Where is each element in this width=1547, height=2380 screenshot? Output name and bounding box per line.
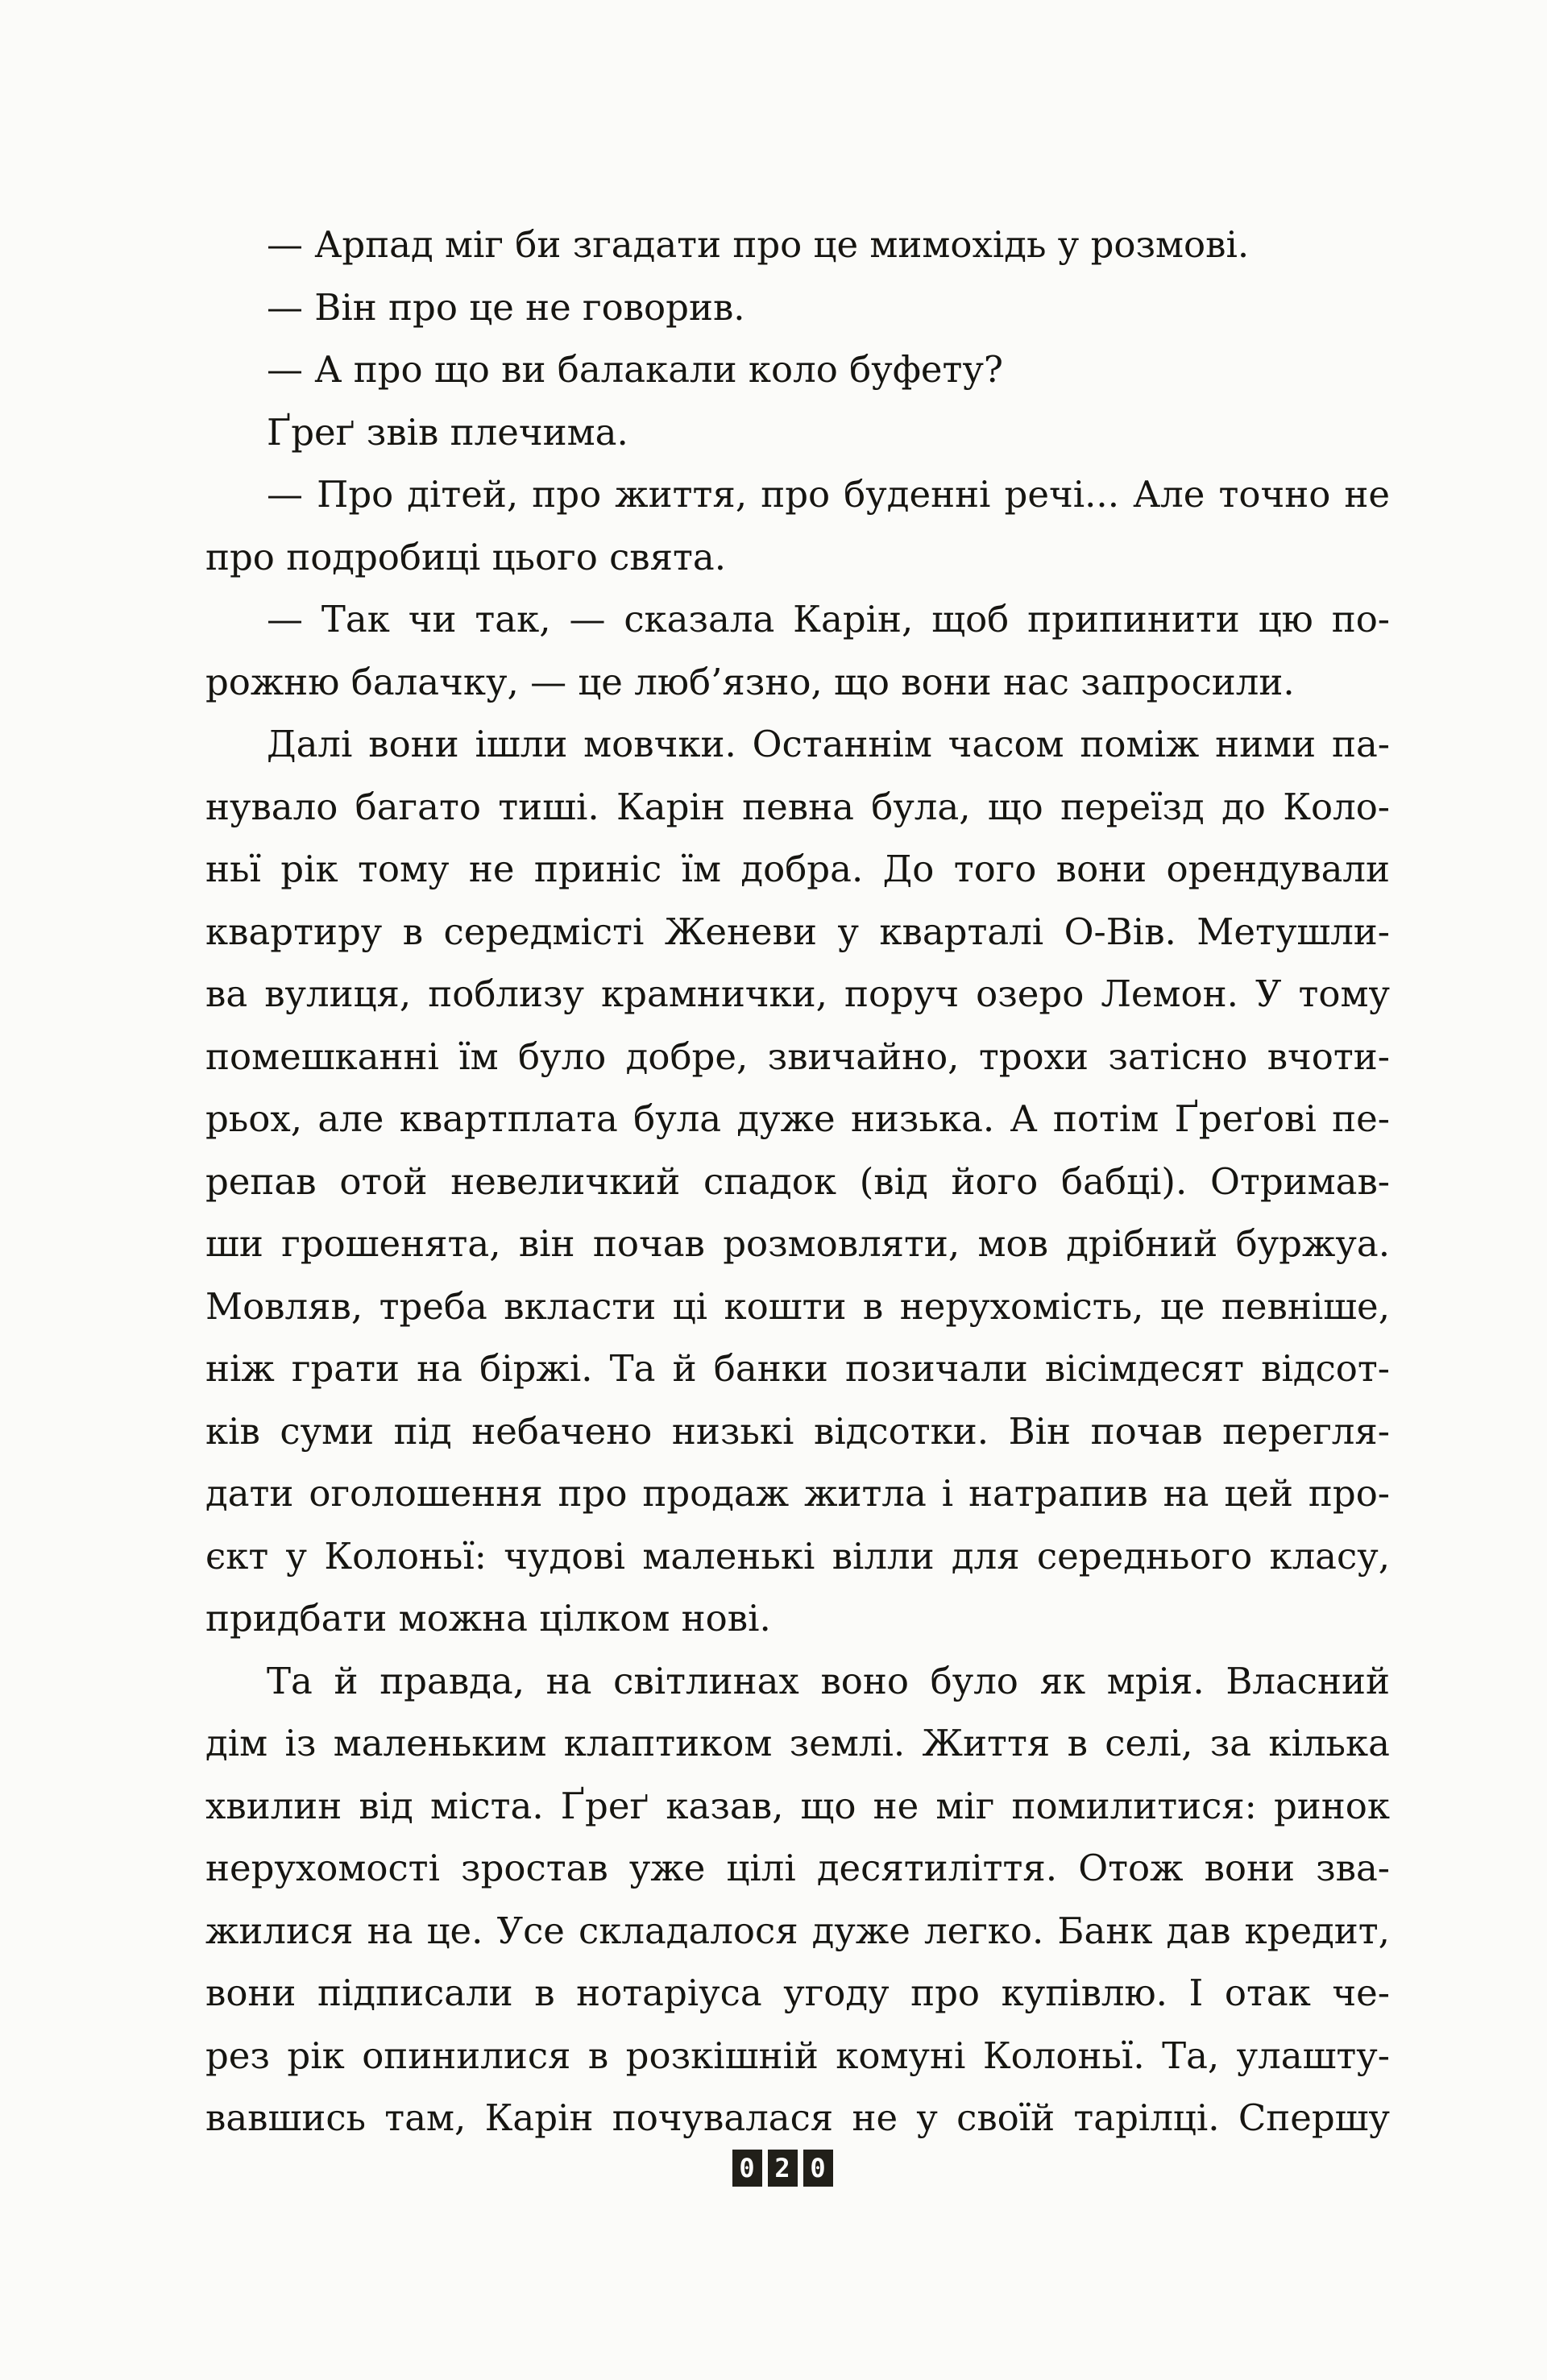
text-line: хвилин від міста. Ґреґ казав, що не міг помилитися: ринок: [205, 1784, 1390, 1827]
text-line: дати оголошення про продаж житла і натрапив на цей про-: [205, 1472, 1390, 1515]
text-block: [205, 214, 1390, 2150]
text-line: — Він про це не говорив.: [267, 285, 745, 329]
text-line: вони підписали в нотаріуса угоду про купівлю. І отак че-: [205, 1972, 1390, 2014]
text-line: репав отой невеличкий спадок (від його бабці). Отримав-: [205, 1159, 1390, 1203]
text-line: ва вулиця, поблизу крамнички, поруч озеро Лемон. У тому: [205, 972, 1390, 1015]
page-number: [9, 2150, 1547, 2187]
text-line: рьох, але квартплата була дуже низька. А потім Ґреґові пе-: [205, 1097, 1390, 1140]
text-line: ків суми під небачено низькі відсотки. Він почав перегля-: [205, 1409, 1390, 1453]
text-line: помешканні їм було добре, звичайно, трохи затісно вчоти-: [205, 1035, 1390, 1078]
text-line: Та й правда, на світлинах воно було як мрія. Власний: [267, 1659, 1390, 1702]
text-line: ши грошенята, він почав розмовляти, мов дрібний буржуа.: [205, 1222, 1390, 1265]
page-number-digit: 2: [768, 2150, 798, 2187]
text-line: рожню балачку, — це люб’язно, що вони нас запросили.: [205, 660, 1295, 703]
text-line: — А про що ви балакали коло буфету?: [267, 348, 1004, 391]
page-number-digit: 0: [732, 2150, 762, 2187]
text-line: ньї рік тому не приніс їм добра. До того вони орендували: [205, 848, 1390, 890]
text-line: — Так чи так, — сказала Карін, щоб припинити цю по-: [267, 598, 1390, 641]
text-line: дім із маленьким клаптиком землі. Життя в селі, за кілька: [205, 1722, 1390, 1764]
text-line: квартиру в середмісті Женеви у кварталі О-Вів. Метушли-: [205, 910, 1390, 953]
page-number-digit: 0: [803, 2150, 833, 2187]
text-line: нерухомості зростав уже цілі десятиліття. Отож вони зва-: [205, 1847, 1390, 1889]
text-line: жилися на це. Усе складалося дуже легко. Банк дав кредит,: [205, 1909, 1390, 1952]
text-line: про подробиці цього свята.: [205, 535, 727, 578]
text-line: нувало багато тиші. Карін певна була, що переїзд до Коло-: [205, 785, 1390, 828]
text-line: — Про дітей, про життя, про буденні речі... Але точно не: [267, 473, 1390, 516]
text-line: вавшись там, Карін почувалася не у своїй тарілці. Спершу: [205, 2096, 1390, 2139]
text-line: Ґреґ звів плечима.: [267, 410, 628, 454]
text-line: єкт у Колоньї: чудові маленькі вілли для середнього класу,: [205, 1534, 1390, 1578]
text-line: — Арпад міг би згадати про це мимохідь у розмові.: [267, 223, 1250, 266]
text-line: Мовляв, треба вкласти ці кошти в нерухомість, це певніше,: [205, 1284, 1390, 1328]
text-line: ніж грати на біржі. Та й банки позичали вісімдесят відсот-: [205, 1347, 1390, 1390]
text-line: придбати можна цілком нові.: [205, 1597, 771, 1640]
text-line: Далі вони ішли мовчки. Останнім часом поміж ними па-: [267, 723, 1390, 765]
text-line: рез рік опинилися в розкішній комуні Колоньї. Та, улашту-: [205, 2034, 1390, 2077]
